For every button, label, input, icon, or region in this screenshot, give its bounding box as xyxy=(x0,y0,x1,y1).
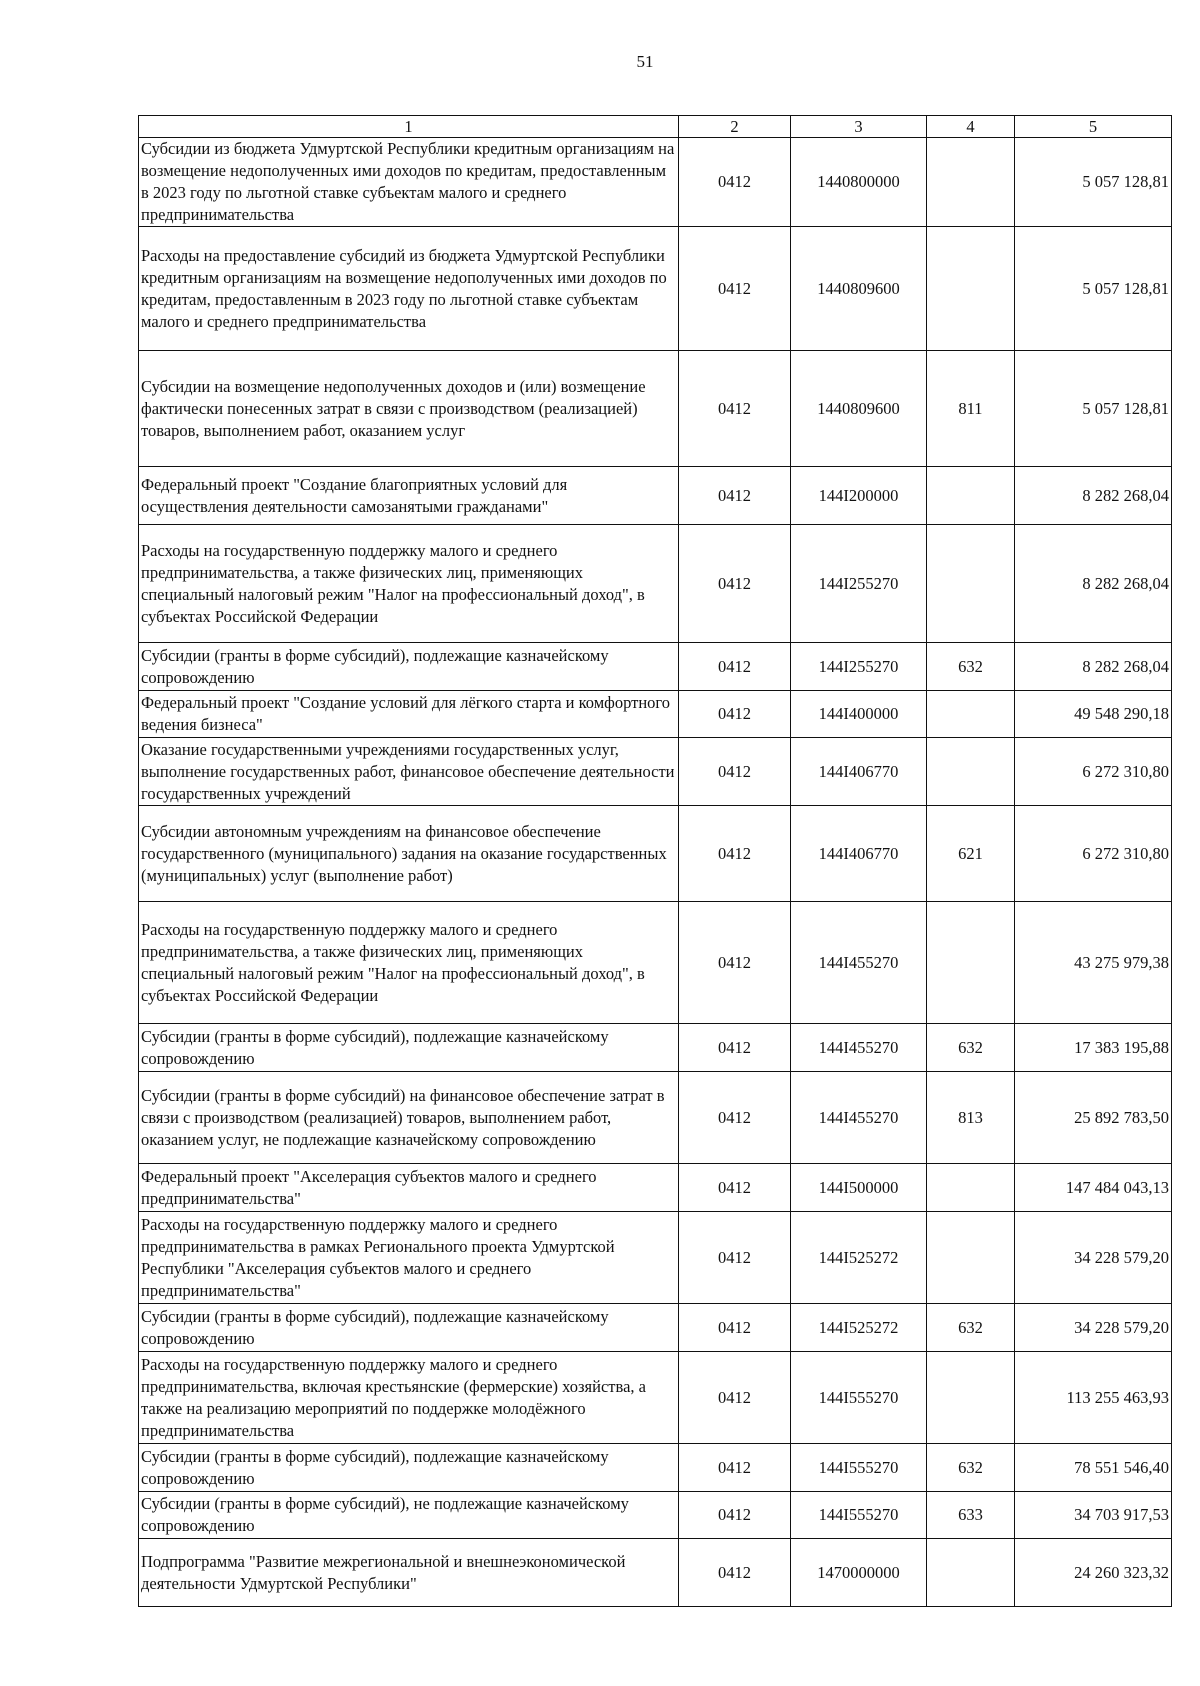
row-name: Расходы на предоставление субсидий из бюджета Удмуртской Республики кредитным организациям на возмещение недополученных ими доходов по кредитам, предоставленным в 2023 году по льготной ставке субъектам малого и среднего предпринимательства xyxy=(139,227,679,351)
row-section: 0412 xyxy=(679,902,791,1024)
row-code: 144I400000 xyxy=(791,691,927,738)
table-row xyxy=(139,525,1172,643)
row-type: 633 xyxy=(927,1492,1015,1539)
row-amount: 25 892 783,50 xyxy=(1015,1072,1172,1164)
row-section: 0412 xyxy=(679,1304,791,1352)
row-code: 144I255270 xyxy=(791,643,927,691)
table-row xyxy=(139,1539,1172,1607)
row-type xyxy=(927,1164,1015,1212)
row-type: 621 xyxy=(927,806,1015,902)
row-type xyxy=(927,1539,1015,1607)
row-code: 144I455270 xyxy=(791,1024,927,1072)
table-row xyxy=(139,1444,1172,1492)
row-amount: 8 282 268,04 xyxy=(1015,467,1172,525)
row-amount: 8 282 268,04 xyxy=(1015,525,1172,643)
row-name: Субсидии (гранты в форме субсидий), подлежащие казначейскому сопровождению xyxy=(139,643,679,691)
row-type xyxy=(927,1352,1015,1444)
page-number: 51 xyxy=(636,52,654,71)
row-name: Субсидии (гранты в форме субсидий), не подлежащие казначейскому сопровождению xyxy=(139,1492,679,1539)
row-section: 0412 xyxy=(679,738,791,806)
row-code: 144I200000 xyxy=(791,467,927,525)
row-section: 0412 xyxy=(679,1024,791,1072)
row-amount: 6 272 310,80 xyxy=(1015,738,1172,806)
row-section: 0412 xyxy=(679,227,791,351)
row-type: 632 xyxy=(927,1444,1015,1492)
table-row xyxy=(139,738,1172,806)
row-amount: 147 484 043,13 xyxy=(1015,1164,1172,1212)
row-type xyxy=(927,138,1015,227)
table-row xyxy=(139,806,1172,902)
row-type xyxy=(927,525,1015,643)
table-row xyxy=(139,138,1172,227)
row-section: 0412 xyxy=(679,1072,791,1164)
table-header-row xyxy=(139,116,1172,138)
table-row xyxy=(139,1304,1172,1352)
row-name: Федеральный проект "Акселерация субъектов малого и среднего предпринимательства" xyxy=(139,1164,679,1212)
row-section: 0412 xyxy=(679,1444,791,1492)
row-type xyxy=(927,738,1015,806)
row-name: Субсидии автономным учреждениям на финансовое обеспечение государственного (муниципального) задания на оказание государственных (муниципальных) услуг (выполнение работ) xyxy=(139,806,679,902)
row-section: 0412 xyxy=(679,138,791,227)
row-type: 632 xyxy=(927,1304,1015,1352)
row-type: 811 xyxy=(927,351,1015,467)
row-code: 144I406770 xyxy=(791,806,927,902)
row-type xyxy=(927,467,1015,525)
row-type xyxy=(927,1212,1015,1304)
column-header-5: 5 xyxy=(1015,116,1172,138)
row-code: 144I555270 xyxy=(791,1352,927,1444)
row-amount: 49 548 290,18 xyxy=(1015,691,1172,738)
table-row xyxy=(139,467,1172,525)
row-amount: 113 255 463,93 xyxy=(1015,1352,1172,1444)
row-code: 144I500000 xyxy=(791,1164,927,1212)
table-row xyxy=(139,1212,1172,1304)
row-name: Субсидии (гранты в форме субсидий) на финансовое обеспечение затрат в связи с производством (реализацией) товаров, выполнением работ, оказанием услуг, не подлежащие казначейскому сопровождению xyxy=(139,1072,679,1164)
row-amount: 6 272 310,80 xyxy=(1015,806,1172,902)
row-code: 144I455270 xyxy=(791,1072,927,1164)
row-name: Субсидии (гранты в форме субсидий), подлежащие казначейскому сопровождению xyxy=(139,1444,679,1492)
row-code: 1440809600 xyxy=(791,227,927,351)
row-code: 1470000000 xyxy=(791,1539,927,1607)
table-row xyxy=(139,1492,1172,1539)
row-name: Субсидии на возмещение недополученных доходов и (или) возмещение фактически понесенных затрат в связи с производством (реализацией) товаров, выполнением работ, оказанием услуг xyxy=(139,351,679,467)
row-code: 144I255270 xyxy=(791,525,927,643)
row-name: Субсидии (гранты в форме субсидий), подлежащие казначейскому сопровождению xyxy=(139,1024,679,1072)
row-type xyxy=(927,227,1015,351)
row-amount: 5 057 128,81 xyxy=(1015,138,1172,227)
row-section: 0412 xyxy=(679,1352,791,1444)
column-header-4: 4 xyxy=(927,116,1015,138)
row-name: Подпрограмма "Развитие межрегиональной и внешнеэкономической деятельности Удмуртской Республики" xyxy=(139,1539,679,1607)
row-type: 632 xyxy=(927,643,1015,691)
row-section: 0412 xyxy=(679,351,791,467)
table-row xyxy=(139,691,1172,738)
row-name: Оказание государственными учреждениями государственных услуг, выполнение государственных работ, финансовое обеспечение деятельности государственных учреждений xyxy=(139,738,679,806)
row-name: Расходы на государственную поддержку малого и среднего предпринимательства, включая крестьянские (фермерские) хозяйства, а также на реализацию мероприятий по поддержке молодёжного предпринимательства xyxy=(139,1352,679,1444)
row-type xyxy=(927,691,1015,738)
row-type: 813 xyxy=(927,1072,1015,1164)
table-row xyxy=(139,1164,1172,1212)
row-amount: 8 282 268,04 xyxy=(1015,643,1172,691)
row-code: 1440800000 xyxy=(791,138,927,227)
row-type: 632 xyxy=(927,1024,1015,1072)
row-amount: 17 383 195,88 xyxy=(1015,1024,1172,1072)
row-section: 0412 xyxy=(679,643,791,691)
row-amount: 43 275 979,38 xyxy=(1015,902,1172,1024)
row-section: 0412 xyxy=(679,525,791,643)
row-section: 0412 xyxy=(679,1164,791,1212)
row-code: 144I525272 xyxy=(791,1212,927,1304)
row-name: Субсидии из бюджета Удмуртской Республики кредитным организациям на возмещение недополученных ими доходов по кредитам, предоставленным в 2023 году по льготной ставке субъектам малого и среднего предпринимательства xyxy=(139,138,679,227)
column-header-3: 3 xyxy=(791,116,927,138)
row-section: 0412 xyxy=(679,1539,791,1607)
row-amount: 34 703 917,53 xyxy=(1015,1492,1172,1539)
row-amount: 5 057 128,81 xyxy=(1015,351,1172,467)
row-amount: 78 551 546,40 xyxy=(1015,1444,1172,1492)
table-row xyxy=(139,227,1172,351)
row-section: 0412 xyxy=(679,1492,791,1539)
row-name: Расходы на государственную поддержку малого и среднего предпринимательства, а также физических лиц, применяющих специальный налоговый режим "Налог на профессиональный доход", в субъектах Российской Федерации xyxy=(139,525,679,643)
column-header-1: 1 xyxy=(139,116,679,138)
table-row xyxy=(139,351,1172,467)
column-header-2: 2 xyxy=(679,116,791,138)
row-code: 144I555270 xyxy=(791,1444,927,1492)
row-section: 0412 xyxy=(679,691,791,738)
table-row xyxy=(139,902,1172,1024)
row-amount: 24 260 323,32 xyxy=(1015,1539,1172,1607)
row-section: 0412 xyxy=(679,467,791,525)
row-amount: 34 228 579,20 xyxy=(1015,1304,1172,1352)
row-section: 0412 xyxy=(679,1212,791,1304)
table-row xyxy=(139,1352,1172,1444)
table-row xyxy=(139,643,1172,691)
budget-table xyxy=(138,115,1172,1607)
row-type xyxy=(927,902,1015,1024)
row-name: Расходы на государственную поддержку малого и среднего предпринимательства в рамках Регионального проекта Удмуртской Республики "Акселерация субъектов малого и среднего предпринимательства" xyxy=(139,1212,679,1304)
row-code: 144I525272 xyxy=(791,1304,927,1352)
table-row xyxy=(139,1072,1172,1164)
row-code: 1440809600 xyxy=(791,351,927,467)
row-section: 0412 xyxy=(679,806,791,902)
row-name: Федеральный проект "Создание условий для лёгкого старта и комфортного ведения бизнеса" xyxy=(139,691,679,738)
row-code: 144I455270 xyxy=(791,902,927,1024)
row-name: Субсидии (гранты в форме субсидий), подлежащие казначейскому сопровождению xyxy=(139,1304,679,1352)
row-amount: 5 057 128,81 xyxy=(1015,227,1172,351)
row-name: Расходы на государственную поддержку малого и среднего предпринимательства, а также физических лиц, применяющих специальный налоговый режим "Налог на профессиональный доход", в субъектах Российской Федерации xyxy=(139,902,679,1024)
row-code: 144I555270 xyxy=(791,1492,927,1539)
row-name: Федеральный проект "Создание благоприятных условий для осуществления деятельности самозанятыми гражданами" xyxy=(139,467,679,525)
row-code: 144I406770 xyxy=(791,738,927,806)
table-row xyxy=(139,1024,1172,1072)
row-amount: 34 228 579,20 xyxy=(1015,1212,1172,1304)
